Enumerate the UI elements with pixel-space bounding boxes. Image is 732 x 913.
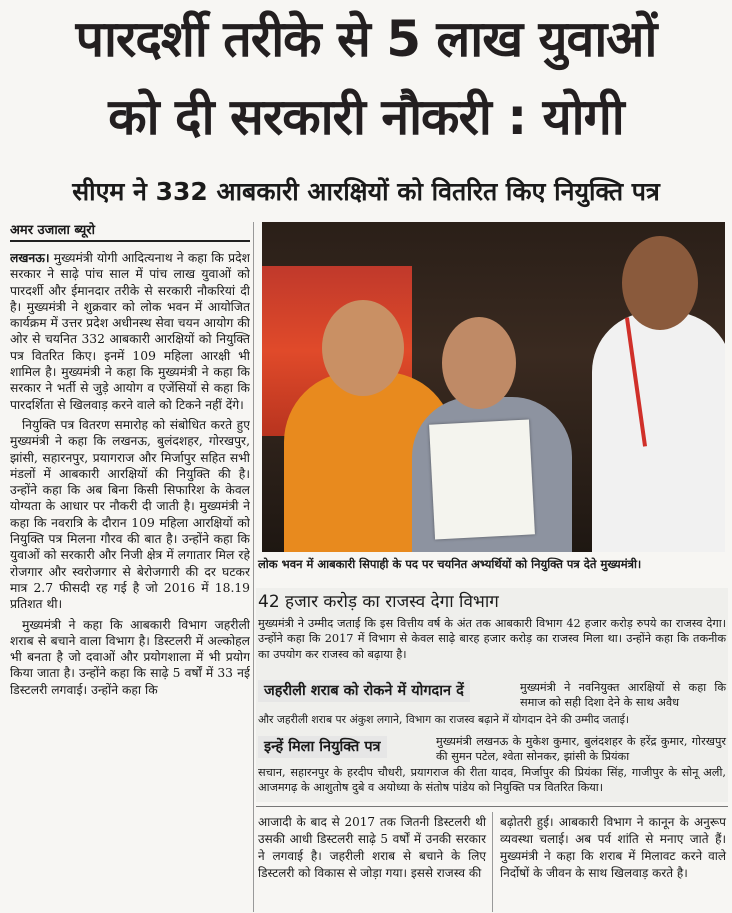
kicker-poison-liquor-text-a: मुख्यमंत्री ने नवनियुक्त आरक्षियों से कहा कि समाज को सही दिशा देने के साथ अवैध xyxy=(520,681,726,710)
subheadline: सीएम ने 332 आबकारी आरक्षियों को वितरित किए नियुक्ति पत्र xyxy=(72,177,660,206)
bottom-column-a: आजादी के बाद से 2017 तक जितनी डिस्टलरी थी उसकी आधी डिस्टलरी साढ़े 5 वर्षों में उनकी सरकार ने लगवाई है। जहरीली शराब से बचाने के लिए डिस्टलरी को विकास से जोड़ा गया। इससे राजस्व की xyxy=(258,815,486,880)
headline-line-2: को दी सरकारी नौकरी : योगी xyxy=(108,88,624,146)
photo-caption: लोक भवन में आबकारी सिपाही के पद पर चयनित अभ्यर्थियों को नियुक्ति पत्र देते मुख्यमंत्री। xyxy=(258,557,642,571)
byline-rule xyxy=(10,240,250,242)
photo-person-cm-head xyxy=(322,300,404,396)
left-column xyxy=(10,250,250,913)
news-photo xyxy=(262,222,725,552)
kicker-appointees-text-b: सचान, सहारनपुर के हरदीप चौधरी, प्रयागराज की रीता यादव, मिर्जापुर की प्रियंका सिंह, गाजीपुर के सोनू अली, आजमगढ़ के आशुतोष दुबे व अयोध्या के संतोष पांडेय को नियुक्ति पत्र वितरित किया। xyxy=(258,766,726,795)
byline: अमर उजाला ब्यूरो xyxy=(10,223,95,238)
kicker-appointees: इन्हें मिला नियुक्ति पत्र xyxy=(258,736,387,758)
left-paragraph-3: मुख्यमंत्री ने कहा कि आबकारी विभाग जहरीली शराब से बचाने वाला विभाग है। डिस्टलरी में अल्कोहल भी बनता है जो दवाओं और प्रयोगशाला में भी प्रयोग किया जाता है। उन्होंने कहा कि साढ़े 5 वर्षों में 33 नई डिस्टलरी लगवाई। उन्होंने कहा कि xyxy=(10,617,250,697)
left-paragraph-2: नियुक्ति पत्र वितरण समारोह को संबोधित करते हुए मुख्यमंत्री ने कहा कि लखनऊ, बुलंदशहर, गोरखपुर, झांसी, सहारनपुर, प्रयागराज और मिर्जापुर सहित सभी मंडलों में आबकारी आरक्षियों की नियुक्ति की है। उन्होंने कहा कि अब बिना किसी सिफारिश के केवल योग्यता के आधार पर नौकरी दी जाती है। मुख्यमंत्री ने कहा कि नवरात्रि के दौरान 109 महिला आरक्षियों को नियुक्ति पत्र मिलना गौरव की बात है। उन्होंने कहा कि युवाओं को सरकारी और निजी क्षेत्र में लगातार मिल रहे रोजगार और स्वरोजगार से बेरोजगारी की दर घटकर मात्र 2.7 फीसदी रह गई है जो 2016 में 18.19 प्रतिशत थी। xyxy=(10,417,250,612)
kicker-poison-liquor-text-b: और जहरीली शराब पर अंकुश लगाने, विभाग का राजस्व बढ़ाने में योगदान देने की उम्मीद जताई। xyxy=(258,713,630,726)
headline-line-1: पारदर्शी तरीके से 5 लाख युवाओं xyxy=(75,10,657,68)
column-divider xyxy=(253,222,254,912)
dateline: लखनऊ। xyxy=(10,250,50,265)
box-bottom-rule xyxy=(256,806,728,807)
bottom-column-b: बढ़ोतरी हुई। आबकारी विभाग ने कानून के अनुरूप व्यवस्था चलाई। अब पर्व शांति से मनाए जाते हैं। मुख्यमंत्री ने कहा कि शराब में मिलावट करने वाले निर्दोषों के जीवन के साथ खिलवाड़ करते है। xyxy=(500,815,726,880)
photo-person-recruit-head xyxy=(622,236,698,330)
kicker-poison-liquor: जहरीली शराब को रोकने में योगदान दें xyxy=(258,680,470,702)
kicker-appointees-text-a: मुख्यमंत्री लखनऊ के मुकेश कुमार, बुलंदशहर के हरेंद्र कुमार, गोरखपुर की सुमन पटेल, श्वेता सोनकर, झांसी के प्रियंका xyxy=(436,735,726,764)
box-title: 42 हजार करोड़ का राजस्व देगा विभाग xyxy=(258,592,499,612)
left-paragraph-1-text: मुख्यमंत्री योगी आदित्यनाथ ने कहा कि प्रदेश सरकार ने साढ़े पांच साल में पांच लाख युवाओं को पारदर्शी और ईमानदार तरीके से सरकारी नौकरियां दी है। मुख्यमंत्री ने शुक्रवार को लोक भवन में आयोजित कार्यक्रम में उत्तर प्रदेश अधीनस्थ सेवा चयन आयोग की ओर से चयनित 332 आबकारी आरक्षियों को नियुक्ति पत्र वितरित किए। इनमें 109 महिला आरक्षी भी शामिल है। मुख्यमंत्री ने कहा कि मुख्यमंत्री ने कहा कि सरकार ने भर्ती से जुड़े आयोग व एजेंसियों से कहा कि पारदर्शिता से खिलवाड़ करने वाले को टिकने नहीं देंगे। xyxy=(10,251,250,412)
photo-person-recruit xyxy=(592,312,725,552)
left-paragraph-1 xyxy=(10,250,250,413)
bottom-column-divider xyxy=(492,812,493,912)
box-intro: मुख्यमंत्री ने उम्मीद जताई कि इस वित्तीय वर्ष के अंत तक आबकारी विभाग 42 हजार करोड़ रुपये का राजस्व देगा। उन्होंने कहा कि 2017 में विभाग से केवल साढ़े बारह हजार करोड़ का राजस्व मिला था। उन्होंने कहा कि तकनीक का उपयोग कर राजस्व को बढ़ाया है। xyxy=(258,617,726,661)
photo-person-official-head xyxy=(442,317,516,409)
appointment-letter xyxy=(429,419,535,539)
